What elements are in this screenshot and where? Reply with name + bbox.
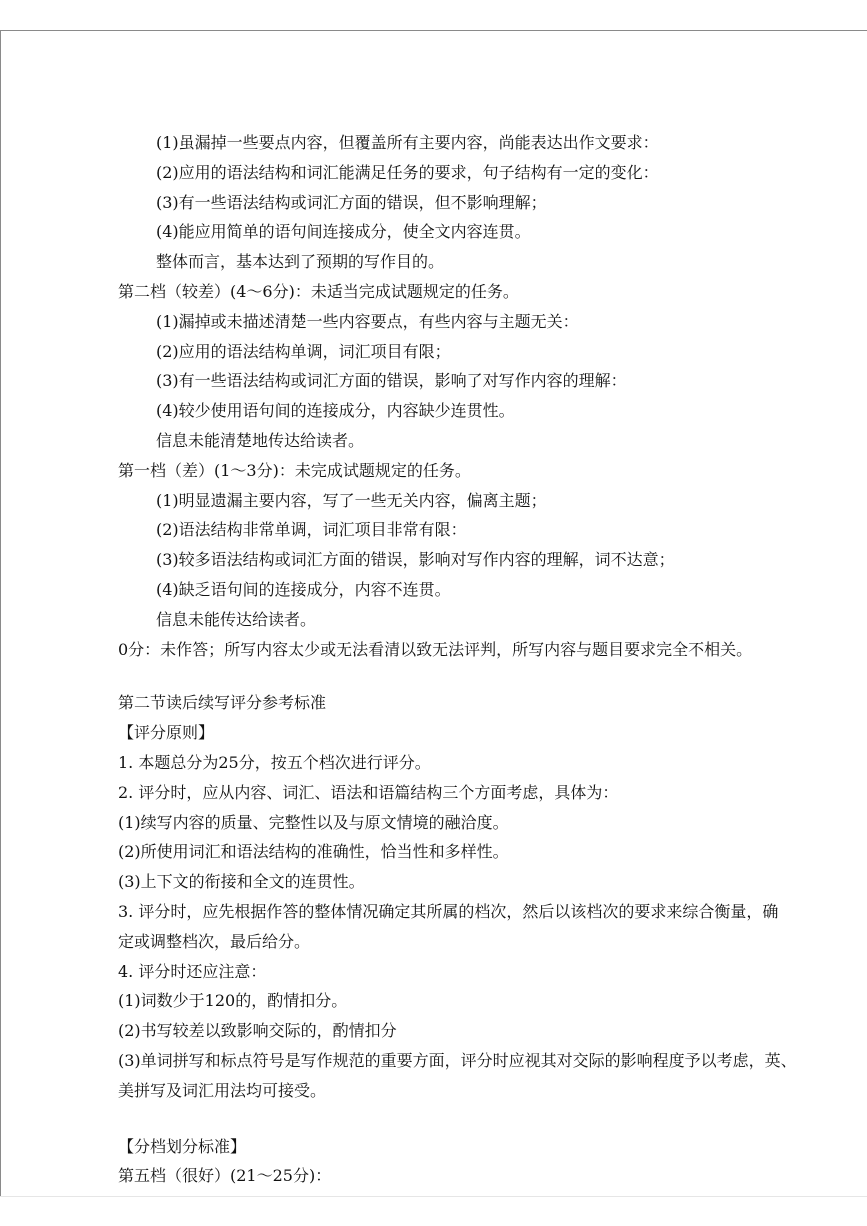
criteria-line: (3)较多语法结构或词汇方面的错误，影响对写作内容的理解，词不达意； (156, 550, 675, 570)
spacer (118, 664, 854, 688)
criteria-summary: 信息未能清楚地传达给读者。 (156, 430, 365, 450)
criteria-line: (3)有一些语法结构或词汇方面的错误，但不影响理解； (156, 192, 547, 212)
zero-score-rule: 0分：未作答；所写内容太少或无法看清以致无法评判，所写内容与题目要求完全不相关。 (118, 639, 753, 659)
page-border-top (0, 30, 867, 31)
page-border-bottom (0, 1196, 867, 1197)
criteria-line: (1)明显遗漏主要内容，写了一些无关内容，偏离主题； (156, 490, 547, 510)
principle-3-line-2: 定或调整档次，最后给分。 (118, 931, 311, 951)
criteria-line: (2)应用的语法结构单调，词汇项目有限； (156, 341, 451, 361)
criteria-line: (4)较少使用语句间的连接成分，内容缺少连贯性。 (156, 401, 515, 421)
principle-4: 4. 评分时还应注意： (118, 961, 267, 981)
principle-2-item: (2)所使用词汇和语法结构的准确性，恰当性和多样性。 (118, 842, 509, 862)
criteria-line: (4)能应用简单的语句间连接成分，使全文内容连贯。 (156, 222, 531, 242)
criteria-line: (4)缺乏语句间的连接成分，内容不连贯。 (156, 579, 451, 599)
levels-heading: 【分档划分标准】 (118, 1136, 247, 1156)
document-body (118, 128, 854, 1191)
level-2-heading: 第二档（较差）(4～6分)：未适当完成试题规定的任务。 (118, 281, 519, 301)
criteria-line: (2)语法结构非常单调，词汇项目非常有限： (156, 520, 467, 540)
criteria-summary: 整体而言，基本达到了预期的写作目的。 (156, 252, 445, 272)
level-1-heading: 第一档（差）(1～3分)：未完成试题规定的任务。 (118, 460, 471, 480)
criteria-line: (1)漏掉或未描述清楚一些内容要点，有些内容与主题无关： (156, 311, 579, 331)
principle-4-item-3-line-2: 美拼写及词汇用法均可接受。 (118, 1080, 327, 1100)
principles-heading: 【评分原则】 (118, 723, 215, 743)
level-5-heading: 第五档（很好）(21～25分)： (118, 1166, 332, 1186)
principle-4-item-3-line-1: (3)单词拼写和标点符号是写作规范的重要方面，评分时应视其对交际的影响程度予以考虑，英、 (118, 1050, 797, 1070)
criteria-line: (3)有一些语法结构或词汇方面的错误，影响了对写作内容的理解： (156, 371, 627, 391)
principle-2-item: (1)续写内容的质量、完整性以及与原文情境的融洽度。 (118, 812, 509, 832)
page-border-left (0, 30, 1, 1196)
criteria-line: (2)应用的语法结构和词汇能满足任务的要求，句子结构有一定的变化： (156, 162, 659, 182)
principle-2: 2. 评分时，应从内容、词汇、语法和语篇结构三个方面考虑，具体为： (118, 782, 619, 802)
principle-1: 1. 本题总分为25分，按五个档次进行评分。 (118, 752, 431, 772)
criteria-line: (1)虽漏掉一些要点内容，但覆盖所有主要内容，尚能表达出作文要求： (156, 133, 659, 152)
principle-4-item: (2)书写较差以致影响交际的，酌情扣分 (118, 1021, 397, 1041)
principle-3-line-1: 3. 评分时，应先根据作答的整体情况确定其所属的档次，然后以该档次的要求来综合衡量，确 (118, 901, 779, 921)
section-2-title: 第二节读后续写评分参考标准 (118, 693, 327, 713)
principle-4-item: (1)词数少于120的，酌情扣分。 (118, 991, 348, 1011)
spacer (118, 1106, 854, 1132)
criteria-summary: 信息未能传达给读者。 (156, 609, 317, 629)
principle-2-item: (3)上下文的衔接和全文的连贯性。 (118, 872, 365, 892)
